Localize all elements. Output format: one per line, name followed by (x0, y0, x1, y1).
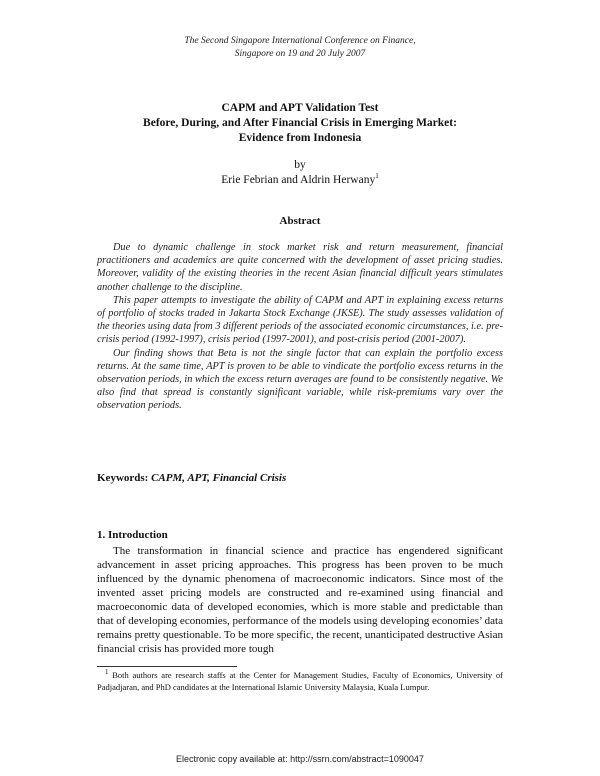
authors (60, 173, 540, 188)
conference-line-1: The Second Singapore International Conference on Finance, (184, 36, 416, 46)
by-word: by (294, 159, 306, 171)
introduction-body (97, 544, 503, 656)
footnote-text: Both authors are research staffs at the Center for Management Studies, Faculty of Economics, University of Padjadjaran, and PhD candidates at the International Islamic University Malaysia, Kuala Lumpur. (97, 670, 504, 692)
footnote-divider (97, 666, 237, 667)
keywords-label: Keywords: (97, 472, 149, 484)
abstract-paragraph: Due to dynamic challenge in stock market risk and return measurement, financial practitioners and academics are quite concerned with the development of asset pricing studies. Moreover, validity of the existing theories in the recent Asian financial difficult years stimulates another challenge to the discipline. (97, 242, 503, 293)
author-footnote-mark: 1 (375, 172, 379, 181)
abstract-paragraph: Our finding shows that Beta is not the single factor that can explain the portfolio excess returns. At the same time, APT is proven to be able to vindicate the portfolio excess returns in the observation periods, in which the excess return averages are found to be consistently negative. We also find that spread is constantly significant variable, while risk-premiums vary over the observation periods. (97, 347, 503, 412)
conference-line-2: Singapore on 19 and 20 July 2007 (234, 49, 366, 59)
abstract-paragraph: This paper attempts to investigate the ability of CAPM and APT in explaining excess returns of portfolio of stocks traded in Jakarta Stock Exchange (JKSE). The study assesses validation of the theories using data from 3 different periods of the associated economic circumstances, i.e. pre-crisis period (1992-1997), crisis period (1997-2001), and post-crisis period (2001-2007). (97, 294, 503, 346)
conference-header (0, 35, 600, 61)
title-line-2: Before, During, and After Financial Crisis in Emerging Market: (143, 117, 457, 129)
title-line-1: CAPM and APT Validation Test (221, 102, 379, 114)
footnote-mark: 1 (105, 668, 109, 677)
electronic-copy-note: Electronic copy available at: http://ssrn.com/abstract=1090047 (176, 754, 424, 764)
introduction-paragraph: The transformation in financial science and practice has engendered significant advancement in asset pricing approaches. This progress has been proven to be much influenced by the dynamic phenomena of macroeconomic indicators. Since most of the invented asset pricing models are constructed and re-examined using financial and macroeconomic data of developed economies, which is more stable and predictable than that of developing economies, performance of the models using developing economies’ data remains pretty questionable. To be more specific, the recent, unanticipated destructive Asian financial crisis has provided more tough (97, 545, 503, 655)
author-names: Erie Febrian and Aldrin Herwany (221, 174, 376, 186)
section-heading-introduction: 1. Introduction (97, 529, 168, 541)
abstract-heading: Abstract (279, 215, 321, 227)
title-line-3: Evidence from Indonesia (238, 132, 362, 144)
keywords (97, 472, 503, 484)
keywords-values: CAPM, APT, Financial Crisis (151, 472, 287, 484)
footnote (97, 670, 503, 693)
paper-title (60, 101, 540, 146)
byline (60, 158, 540, 188)
abstract-body (97, 241, 503, 413)
